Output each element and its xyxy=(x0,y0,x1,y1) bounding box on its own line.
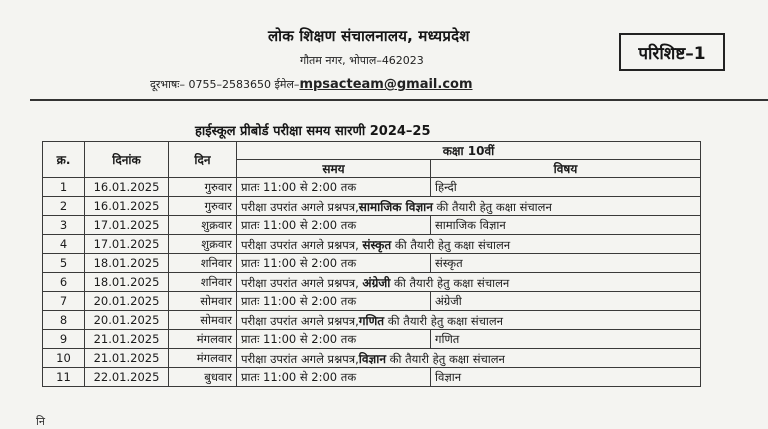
row-date: 16.01.2025 xyxy=(85,178,169,197)
row-serial: 6 xyxy=(43,273,85,292)
row-day: सोमवार xyxy=(169,292,237,311)
timetable-body xyxy=(43,178,701,387)
row-preparation-note xyxy=(237,311,701,330)
note-subject: संस्कृत xyxy=(362,237,392,252)
note-subject: गणित xyxy=(358,313,385,328)
phone-label: दूरभाषः– xyxy=(150,78,186,91)
table-row xyxy=(43,368,701,387)
note-prefix: परीक्षा उपरांत अगले प्रश्नपत्र, xyxy=(241,351,359,366)
row-serial: 5 xyxy=(43,254,85,273)
row-date: 18.01.2025 xyxy=(85,273,169,292)
row-day: सोमवार xyxy=(169,311,237,330)
contact-line xyxy=(150,77,473,92)
schedule-title: हाईस्कूल प्रीबोर्ड परीक्षा समय सारणी 2024–25 xyxy=(195,124,431,139)
row-time: प्रातः 11:00 से 2:00 तक xyxy=(237,368,431,387)
note-suffix: की तैयारी हेतु कक्षा संचालन xyxy=(432,199,552,214)
note-prefix: परीक्षा उपरांत अगले प्रश्नपत्र, xyxy=(241,313,359,328)
row-date: 20.01.2025 xyxy=(85,292,169,311)
row-serial: 1 xyxy=(43,178,85,197)
row-time: प्रातः 11:00 से 2:00 तक xyxy=(237,330,431,349)
row-day: शनिवार xyxy=(169,273,237,292)
row-serial: 7 xyxy=(43,292,85,311)
table-row xyxy=(43,216,701,235)
table-row xyxy=(43,311,701,330)
row-date: 22.01.2025 xyxy=(85,368,169,387)
note-subject: अंग्रेजी xyxy=(362,275,391,290)
note-prefix: परीक्षा उपरांत अगले प्रश्नपत्र, xyxy=(241,199,359,214)
row-time: प्रातः 11:00 से 2:00 तक xyxy=(237,178,431,197)
row-serial: 9 xyxy=(43,330,85,349)
footer-fragment: नि xyxy=(36,415,45,428)
table-row xyxy=(43,292,701,311)
row-time: प्रातः 11:00 से 2:00 तक xyxy=(237,292,431,311)
annexure-label xyxy=(619,33,725,71)
email-address: mpsacteam@gmail.com xyxy=(299,77,473,92)
row-serial: 10 xyxy=(43,349,85,368)
header-divider xyxy=(30,99,768,101)
row-preparation-note xyxy=(237,273,701,292)
row-preparation-note xyxy=(237,197,701,216)
header-day: दिन xyxy=(169,142,237,178)
header-date: दिनांक xyxy=(85,142,169,178)
row-date: 17.01.2025 xyxy=(85,235,169,254)
row-day: गुरुवार xyxy=(169,197,237,216)
table-row xyxy=(43,178,701,197)
note-suffix: की तैयारी हेतु कक्षा संचालन xyxy=(390,275,510,290)
row-serial: 3 xyxy=(43,216,85,235)
row-date: 21.01.2025 xyxy=(85,349,169,368)
row-serial: 2 xyxy=(43,197,85,216)
row-date: 17.01.2025 xyxy=(85,216,169,235)
row-serial: 8 xyxy=(43,311,85,330)
email-label: ईमेल– xyxy=(274,78,300,91)
row-preparation-note xyxy=(237,235,701,254)
phone-number: 0755–2583650 xyxy=(188,78,271,91)
table-row xyxy=(43,273,701,292)
row-day: शुक्रवार xyxy=(169,235,237,254)
header-subject: विषय xyxy=(431,160,701,178)
row-date: 20.01.2025 xyxy=(85,311,169,330)
note-suffix: की तैयारी हेतु कक्षा संचालन xyxy=(384,313,504,328)
row-subject: सामाजिक विज्ञान xyxy=(431,216,701,235)
row-day: शुक्रवार xyxy=(169,216,237,235)
table-row xyxy=(43,235,701,254)
row-date: 18.01.2025 xyxy=(85,254,169,273)
note-prefix: परीक्षा उपरांत अगले प्रश्नपत्र, xyxy=(241,275,363,290)
row-subject: संस्कृत xyxy=(431,254,701,273)
row-date: 16.01.2025 xyxy=(85,197,169,216)
note-suffix: की तैयारी हेतु कक्षा संचालन xyxy=(391,237,511,252)
header-time: समय xyxy=(237,160,431,178)
office-address: गौतम नगर, भोपाल–462023 xyxy=(300,54,424,67)
row-subject: गणित xyxy=(431,330,701,349)
table-row xyxy=(43,349,701,368)
row-subject: अंग्रेजी xyxy=(431,292,701,311)
row-day: शनिवार xyxy=(169,254,237,273)
table-row xyxy=(43,254,701,273)
note-prefix: परीक्षा उपरांत अगले प्रश्नपत्र, xyxy=(241,237,363,252)
row-day: मंगलवार xyxy=(169,349,237,368)
row-subject: हिन्दी xyxy=(431,178,701,197)
row-preparation-note xyxy=(237,349,701,368)
row-day: मंगलवार xyxy=(169,330,237,349)
exam-timetable xyxy=(42,141,701,387)
note-suffix: की तैयारी हेतु कक्षा संचालन xyxy=(386,351,505,366)
table-row xyxy=(43,330,701,349)
row-day: बुधवार xyxy=(169,368,237,387)
office-name: लोक शिक्षण संचालनालय, मध्यप्रदेश xyxy=(268,27,470,45)
class-label: कक्षा 10वीं xyxy=(237,142,701,160)
row-serial: 4 xyxy=(43,235,85,254)
row-time: प्रातः 11:00 से 2:00 तक xyxy=(237,254,431,273)
row-time: प्रातः 11:00 से 2:00 तक xyxy=(237,216,431,235)
row-subject: विज्ञान xyxy=(431,368,701,387)
note-subject: सामाजिक विज्ञान xyxy=(358,199,433,214)
header-serial: क्र. xyxy=(43,142,85,178)
annexure-text: परिशिष्ट–1 xyxy=(638,43,706,64)
row-day: गुरुवार xyxy=(169,178,237,197)
row-serial: 11 xyxy=(43,368,85,387)
row-date: 21.01.2025 xyxy=(85,330,169,349)
table-row xyxy=(43,197,701,216)
note-subject: विज्ञान xyxy=(358,351,386,366)
